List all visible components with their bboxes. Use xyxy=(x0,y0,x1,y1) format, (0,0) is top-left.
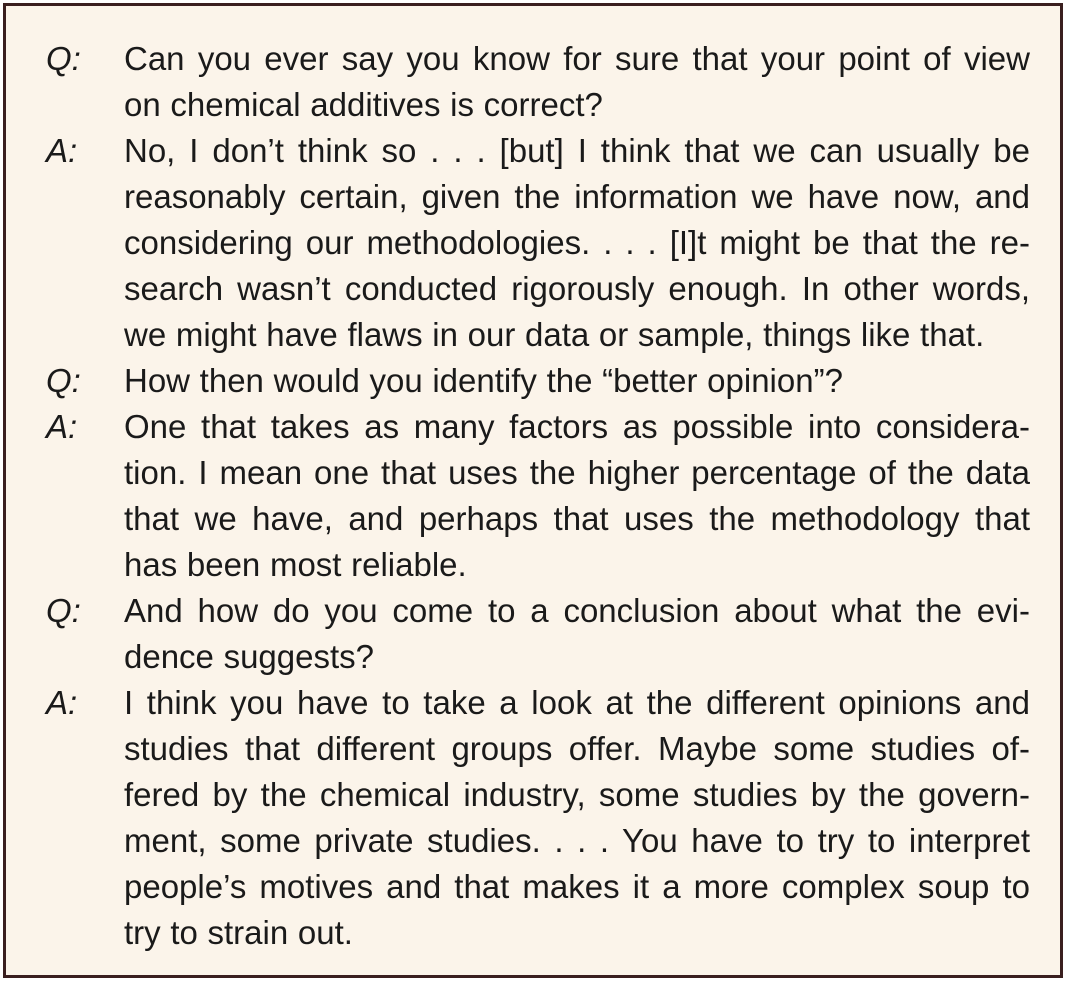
qa-row xyxy=(46,588,1030,680)
line-text: How then would you identify the “better opinion”? xyxy=(124,362,843,399)
speaker-label: Q: xyxy=(46,362,81,399)
qa-row xyxy=(46,404,1030,588)
line-text: And how do you come to a conclusion about what the evidence suggests? xyxy=(124,592,1030,675)
qa-row xyxy=(46,36,1030,128)
line-text: No, I don’t think so . . . [but] I think that we can usually be reasonably certain, given the information we have now, and considering our methodologies. . . . [I]t might be that the research wasn’t conducted rigorously enough. In other words, we might have flaws in our data or sample, things like that. xyxy=(124,132,1030,353)
qa-row xyxy=(46,680,1030,956)
speaker-label: Q: xyxy=(46,40,81,77)
speaker-label: Q: xyxy=(46,592,81,629)
qa-row xyxy=(46,128,1030,358)
speaker-label: A: xyxy=(46,684,78,721)
line-text: I think you have to take a look at the different opinions and studies that different groups offer. Maybe some studies offered by the chemical industry, some studies by the government, some private studies. . . . You have to try to interpret people’s motives and that makes it a more complex soup to try to strain out. xyxy=(124,684,1030,951)
qa-row xyxy=(46,358,1030,404)
line-text: One that takes as many factors as possible into consideration. I mean one that uses the higher percentage of the data that we have, and perhaps that uses the methodology that has been most reliable. xyxy=(124,408,1030,583)
qa-list xyxy=(46,36,1030,956)
speaker-label: A: xyxy=(46,408,78,445)
speaker-label: A: xyxy=(46,132,78,169)
line-text: Can you ever say you know for sure that your point of view on chemical additives is correct? xyxy=(124,40,1030,123)
interview-box xyxy=(3,3,1063,978)
